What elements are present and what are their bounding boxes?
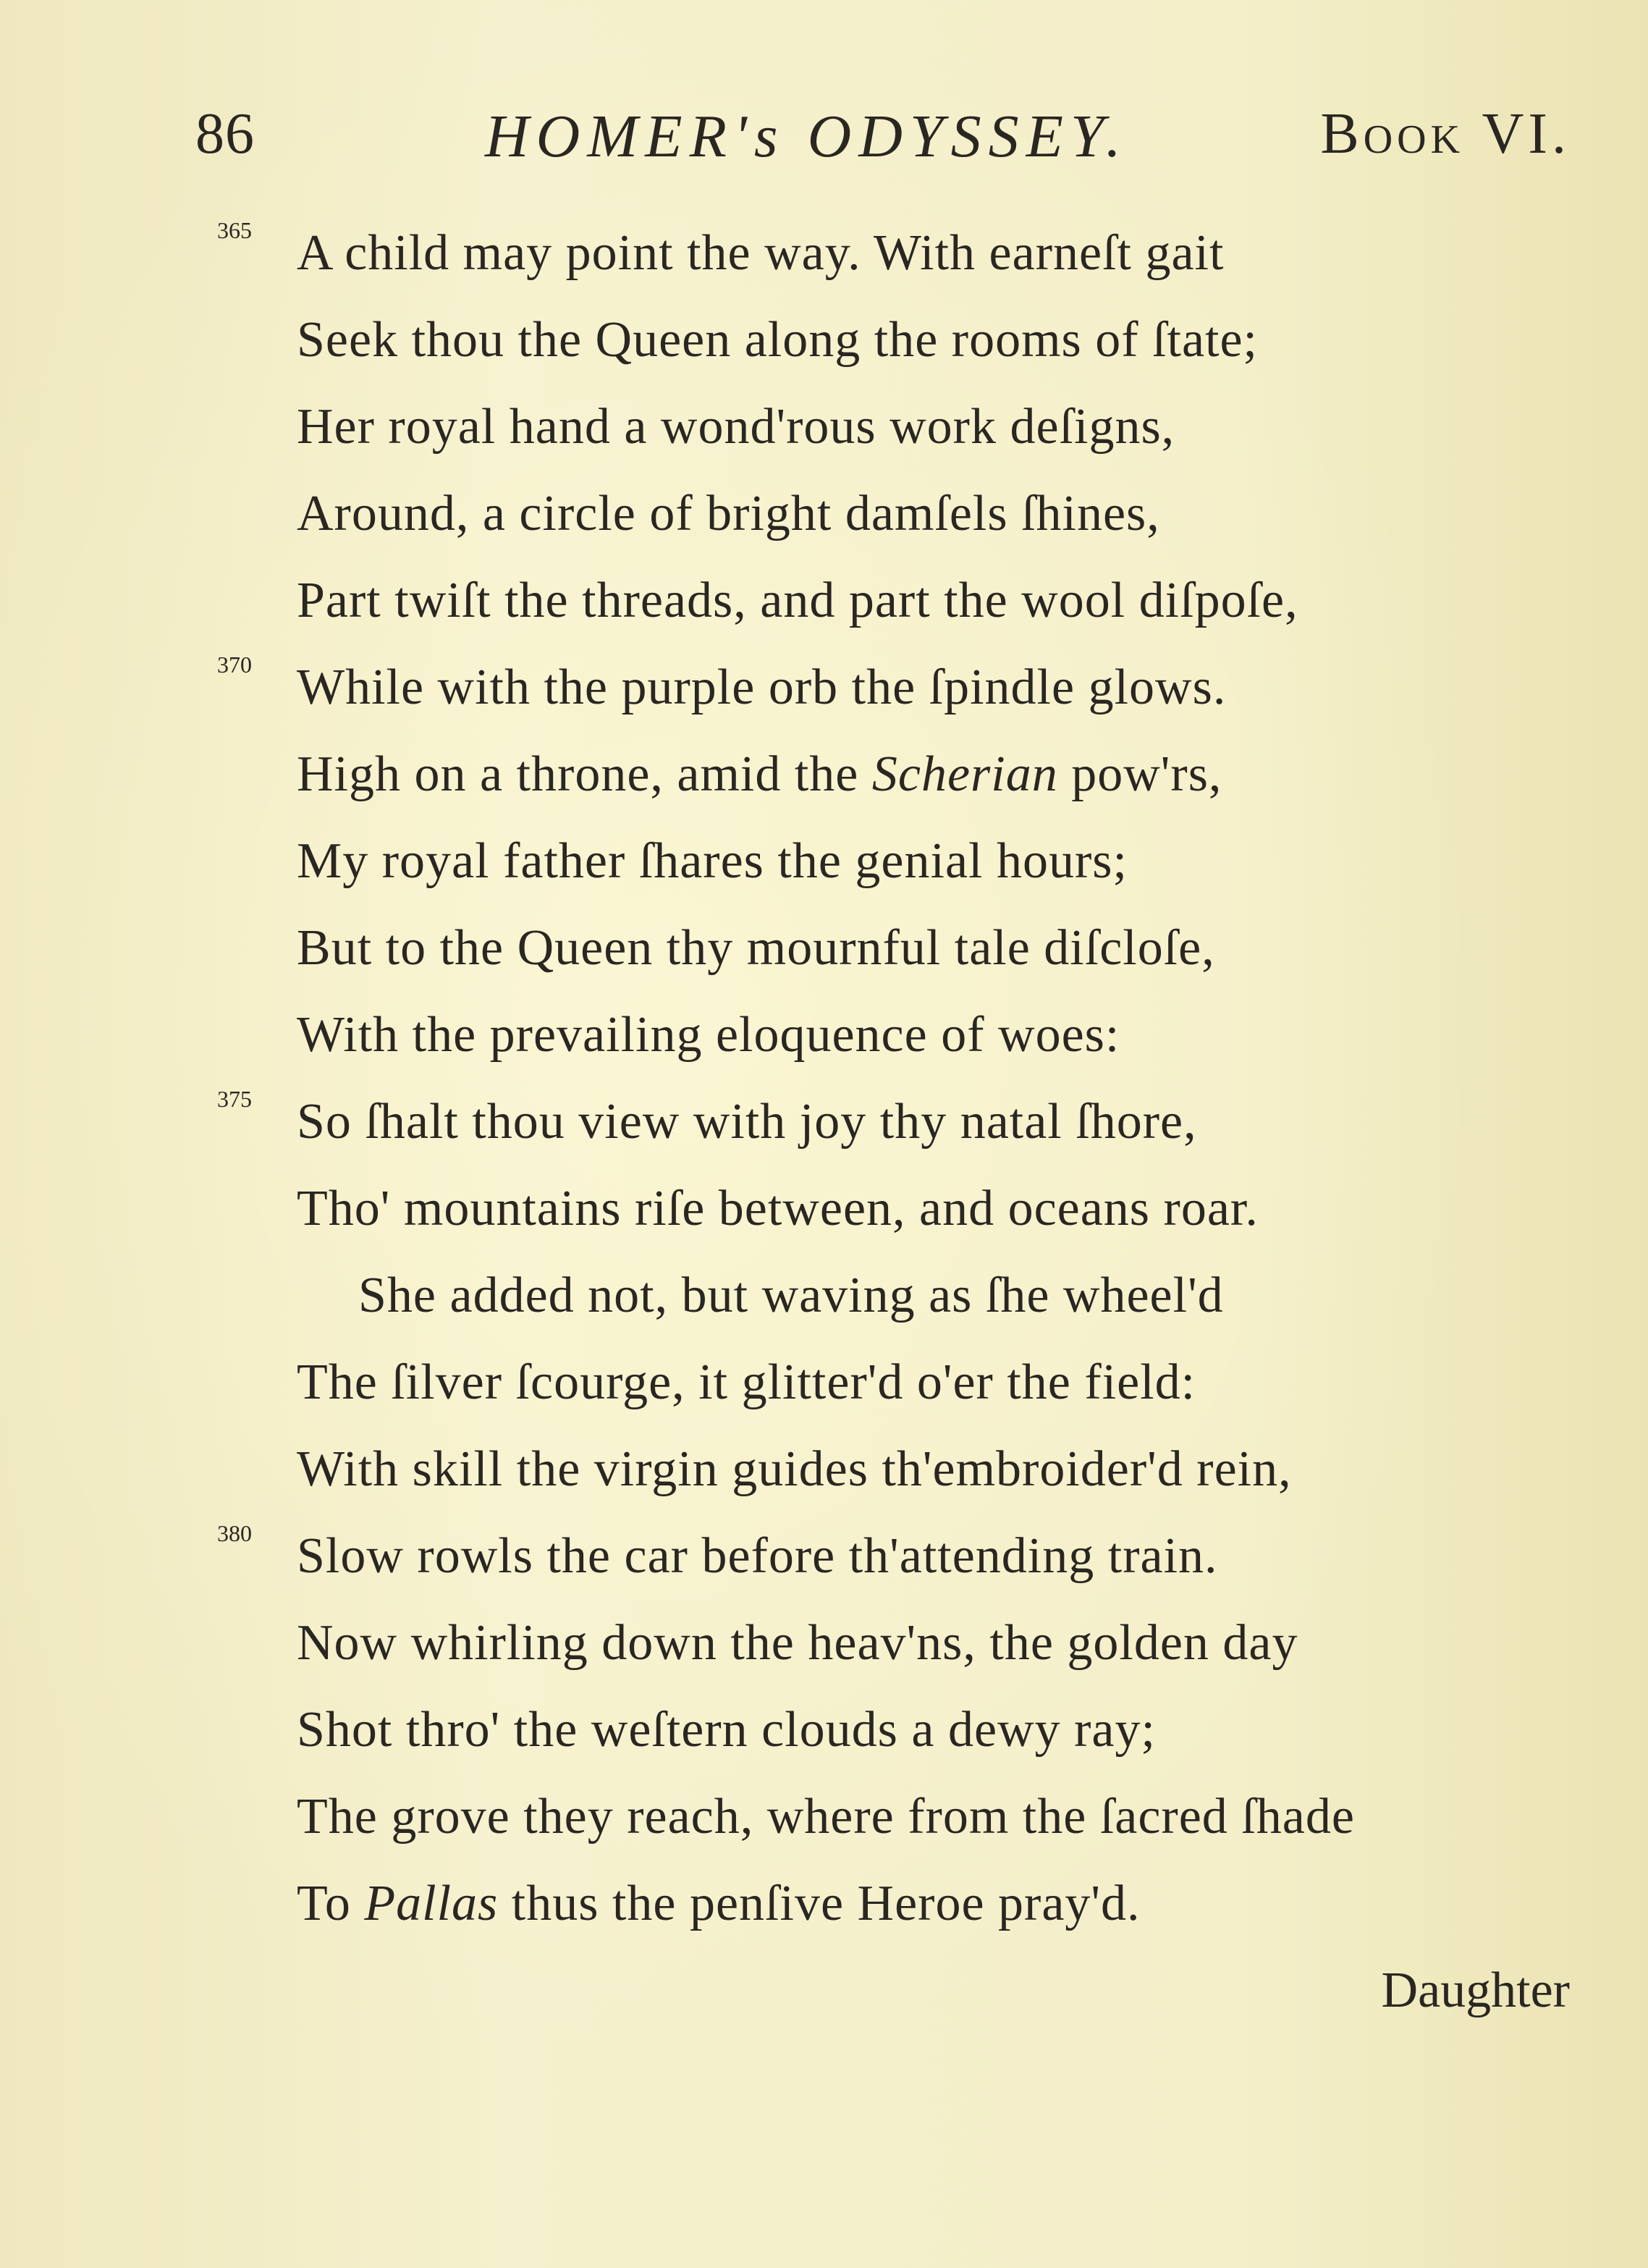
- running-title: HOMER's ODYSSEY.: [485, 103, 1128, 170]
- page-header: [195, 101, 1571, 181]
- verse-line: [217, 1165, 1592, 1252]
- verse-text: Shot thro' the weſtern clouds a dewy ray;: [297, 1702, 1156, 1758]
- verse-line: [217, 1513, 1592, 1600]
- verse-text-part: High on a throne, amid the: [297, 746, 872, 802]
- verse-text: Her royal hand a wond'rous work deſigns,: [297, 399, 1175, 455]
- verse-text: My royal father ſhares the genial hours;: [297, 833, 1128, 889]
- verse-line: [217, 557, 1592, 644]
- verse-text: A child may point the way. With earneſt gait: [297, 225, 1225, 281]
- italic-name: Scherian: [871, 746, 1058, 802]
- verse-line: [217, 1600, 1592, 1687]
- italic-name: Pallas: [364, 1876, 499, 1931]
- verse-line: [217, 1860, 1592, 1947]
- verse-text: [297, 731, 1222, 818]
- verse-text: Around, a circle of bright damſels ſhines,: [297, 486, 1160, 541]
- verse-line: [217, 1687, 1592, 1774]
- book-label: Book VI.: [1320, 102, 1571, 166]
- verse-line: [217, 1426, 1592, 1513]
- line-number: 375: [217, 1086, 252, 1112]
- poem-text: [217, 210, 1592, 1947]
- verse-line: [217, 905, 1592, 992]
- verse-text: With skill the virgin guides th'embroider'd rein,: [297, 1441, 1292, 1497]
- verse-line: [217, 644, 1592, 731]
- verse-text: The grove they reach, where from the ſacred ſhade: [297, 1789, 1355, 1845]
- verse-text: So ſhalt thou view with joy thy natal ſhore,: [297, 1094, 1197, 1150]
- line-number: 365: [217, 217, 252, 243]
- catchword: Daughter: [1381, 1963, 1570, 2018]
- verse-text-part: pow'rs,: [1057, 746, 1222, 802]
- verse-line: [217, 384, 1592, 471]
- verse-line: [217, 1252, 1592, 1339]
- verse-text: [297, 1860, 1141, 1947]
- verse-text: The ſilver ſcourge, it glitter'd o'er the field:: [297, 1354, 1196, 1410]
- line-number: 380: [217, 1520, 252, 1546]
- verse-text: Slow rowls the car before th'attending train.: [297, 1528, 1218, 1584]
- verse-line: [217, 1339, 1592, 1426]
- verse-text-part: To: [297, 1876, 365, 1931]
- page-number: 86: [195, 102, 255, 166]
- verse-text: Seek thou the Queen along the rooms of ſtate;: [297, 312, 1259, 368]
- verse-text: But to the Queen thy mournful tale diſcloſe,: [297, 920, 1215, 976]
- line-number: 370: [217, 652, 252, 678]
- verse-text: Part twiſt the threads, and part the wool diſpoſe,: [297, 573, 1298, 628]
- verse-line: [217, 992, 1592, 1079]
- verse-text: Now whirling down the heav'ns, the golden day: [297, 1615, 1298, 1671]
- verse-text: She added not, but waving as ſhe wheel'd: [358, 1268, 1224, 1323]
- verse-line: [217, 471, 1592, 557]
- verse-line: [217, 210, 1592, 297]
- verse-text: With the prevailing eloquence of woes:: [297, 1007, 1120, 1063]
- verse-line: [217, 818, 1592, 905]
- verse-line: [217, 731, 1592, 818]
- verse-line: [217, 1079, 1592, 1165]
- verse-text-part: thus the penſive Heroe pray'd.: [498, 1876, 1141, 1931]
- verse-text: Tho' mountains riſe between, and oceans roar.: [297, 1181, 1259, 1236]
- verse-line: [217, 297, 1592, 384]
- verse-text: While with the purple orb the ſpindle glows.: [297, 659, 1227, 715]
- verse-line: [217, 1774, 1592, 1860]
